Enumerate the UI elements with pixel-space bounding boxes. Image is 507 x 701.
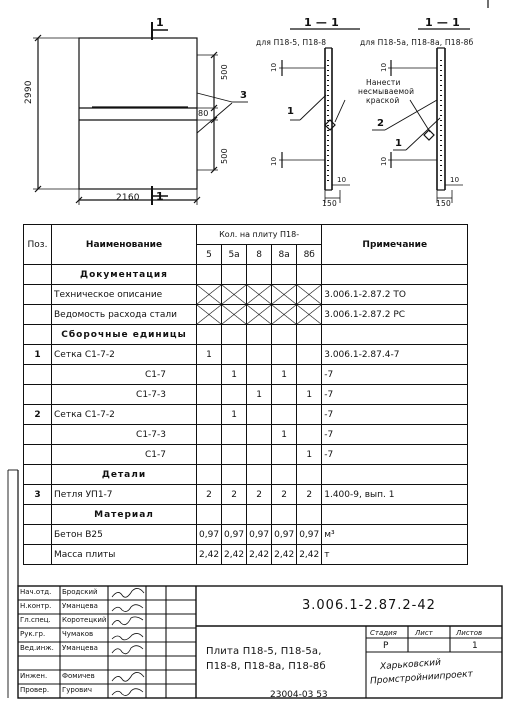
org-line-2: Промстройниипроект — [369, 669, 474, 687]
header-variant: 5 — [197, 245, 222, 265]
cell-qty: 1 — [222, 365, 247, 385]
sheet-label: Лист — [415, 629, 433, 637]
section-title-right: 1 — 1 — [425, 16, 460, 29]
dim-10-a: 10 — [270, 62, 278, 72]
callout-1-right: 1 — [395, 138, 403, 149]
cell-name: Петля УП1-7 — [52, 485, 197, 505]
dim-500-bottom: 500 — [220, 148, 229, 164]
person-name: Бродский — [62, 588, 98, 596]
plan-section-marker-bottom: 1 — [156, 190, 164, 203]
section-heading: Документация — [52, 265, 197, 285]
cell-qty: 2,42 — [247, 545, 272, 565]
dim-80: 80 — [198, 109, 209, 118]
note-line-2: несмываемой — [358, 87, 415, 96]
sheets-label: Листов — [456, 629, 483, 637]
cell-note: 1.400-9, вып. 1 — [322, 485, 468, 505]
section-heading: Сборочные единицы — [52, 325, 197, 345]
cell-name: С1-7 — [52, 365, 197, 385]
header-pos: Поз. — [24, 225, 52, 265]
person-name: Гурович — [62, 686, 92, 694]
cell-note: -7 — [322, 385, 468, 405]
cell-name: С1-7 — [52, 445, 197, 465]
role-label: Вед.инж. — [20, 644, 54, 652]
dim-10-f: 10 — [450, 176, 460, 184]
header-variant: 5а — [222, 245, 247, 265]
dim-150-a: 150 — [322, 199, 337, 208]
cell-qty: 1 — [297, 385, 322, 405]
person-name: Чумаков — [62, 630, 94, 638]
role-label: Инжен. — [20, 672, 48, 680]
cell-qty: 1 — [247, 385, 272, 405]
section-right-caption: для П18-5а, П18-8а, П18-8б — [360, 38, 474, 47]
title-line-1: Плита П18-5, П18-5а, — [206, 646, 322, 657]
header-variant: 8б — [297, 245, 322, 265]
cell-qty: 2 — [222, 485, 247, 505]
cell-qty: 0,97 — [197, 525, 222, 545]
role-label: Рук.гр. — [20, 630, 46, 638]
cell-qty: 2 — [247, 485, 272, 505]
role-label: Н.контр. — [20, 602, 52, 610]
dim-10-c: 10 — [380, 62, 388, 72]
note-line-1: Нанести — [366, 78, 401, 87]
dim-10-b: 10 — [270, 156, 278, 166]
cell-qty: 2,42 — [197, 545, 222, 565]
cell-qty: 1 — [197, 345, 222, 365]
dim-500-top: 500 — [220, 64, 229, 80]
cell-qty: 2,42 — [272, 545, 297, 565]
role-label: Провер. — [20, 686, 50, 694]
cell-qty: 1 — [272, 365, 297, 385]
cell-qty: 0,97 — [247, 525, 272, 545]
cell-name: С1-7-3 — [52, 425, 197, 445]
dim-10-d: 10 — [380, 156, 388, 166]
note-line-3: краской — [366, 96, 400, 105]
person-name: Фомичев — [62, 672, 95, 680]
person-name: Уманцева — [62, 602, 98, 610]
dim-width: 2160 — [116, 193, 140, 203]
cell-note: -7 — [322, 445, 468, 465]
cell-qty: 1 — [297, 445, 322, 465]
role-label: Гл.спец. — [20, 616, 51, 624]
person-name: Коротецкий — [62, 616, 107, 624]
sheets-value: 1 — [472, 641, 478, 651]
cell-note: 3.006.1-2.87.2 ТО — [322, 285, 468, 305]
cell-qty: 2 — [272, 485, 297, 505]
cell-qty: 2,42 — [222, 545, 247, 565]
bottom-code: 23004-03 53 — [270, 690, 328, 700]
cell-note: м³ — [322, 525, 468, 545]
dim-150-b: 150 — [436, 199, 451, 208]
cell-pos: 3 — [24, 485, 52, 505]
section-heading: Детали — [52, 465, 197, 485]
cell-qty: 0,97 — [272, 525, 297, 545]
doc-code: 3.006.1-2.87.2-42 — [302, 598, 436, 613]
stage-value: Р — [383, 641, 389, 651]
header-note: Примечание — [322, 225, 468, 265]
header-variant: 8а — [272, 245, 297, 265]
plan-section-marker: 1 — [156, 16, 164, 29]
cell-note: -7 — [322, 405, 468, 425]
cell-name: Масса плиты — [52, 545, 197, 565]
org-line-1: Харьковский — [379, 657, 442, 673]
callout-2: 2 — [377, 118, 385, 129]
cell-name: Сетка С1-7-2 — [52, 405, 197, 425]
cell-name: Сетка С1-7-2 — [52, 345, 197, 365]
person-name: Уманцева — [62, 644, 98, 652]
cell-name: С1-7-3 — [52, 385, 197, 405]
cell-qty: 0,97 — [297, 525, 322, 545]
section-heading: Материал — [52, 505, 197, 525]
header-variant: 8 — [247, 245, 272, 265]
cell-qty: 2 — [297, 485, 322, 505]
role-label: Нач.отд. — [20, 588, 52, 596]
cell-name: Техническое описание — [52, 285, 197, 305]
header-name: Наименование — [52, 225, 197, 265]
cell-pos: 2 — [24, 405, 52, 425]
cell-qty: 2 — [197, 485, 222, 505]
dim-10-e: 10 — [337, 176, 347, 184]
stage-label: Стадия — [370, 629, 397, 637]
title-line-2: П18-8, П18-8а, П18-8б — [206, 661, 326, 672]
dim-height: 2990 — [24, 80, 34, 104]
cell-name: Ведомость расхода стали — [52, 305, 197, 325]
section-left-caption: для П18-5, П18-8 — [256, 38, 327, 47]
header-qty: Кол. на плиту П18- — [197, 225, 322, 245]
cell-qty: 1 — [222, 405, 247, 425]
cell-pos: 1 — [24, 345, 52, 365]
cell-note: 3.006.1-2.87.4-7 — [322, 345, 468, 365]
cell-qty: 0,97 — [222, 525, 247, 545]
callout-1-left: 1 — [287, 106, 295, 117]
callout-3: 3 — [240, 90, 248, 101]
cell-name: Бетон В25 — [52, 525, 197, 545]
section-title-left: 1 — 1 — [304, 16, 339, 29]
cell-note: -7 — [322, 425, 468, 445]
cell-qty: 2,42 — [297, 545, 322, 565]
cell-note: -7 — [322, 365, 468, 385]
cell-note: 3.006.1-2.87.2 РС — [322, 305, 468, 325]
cell-note: т — [322, 545, 468, 565]
cell-qty: 1 — [272, 425, 297, 445]
